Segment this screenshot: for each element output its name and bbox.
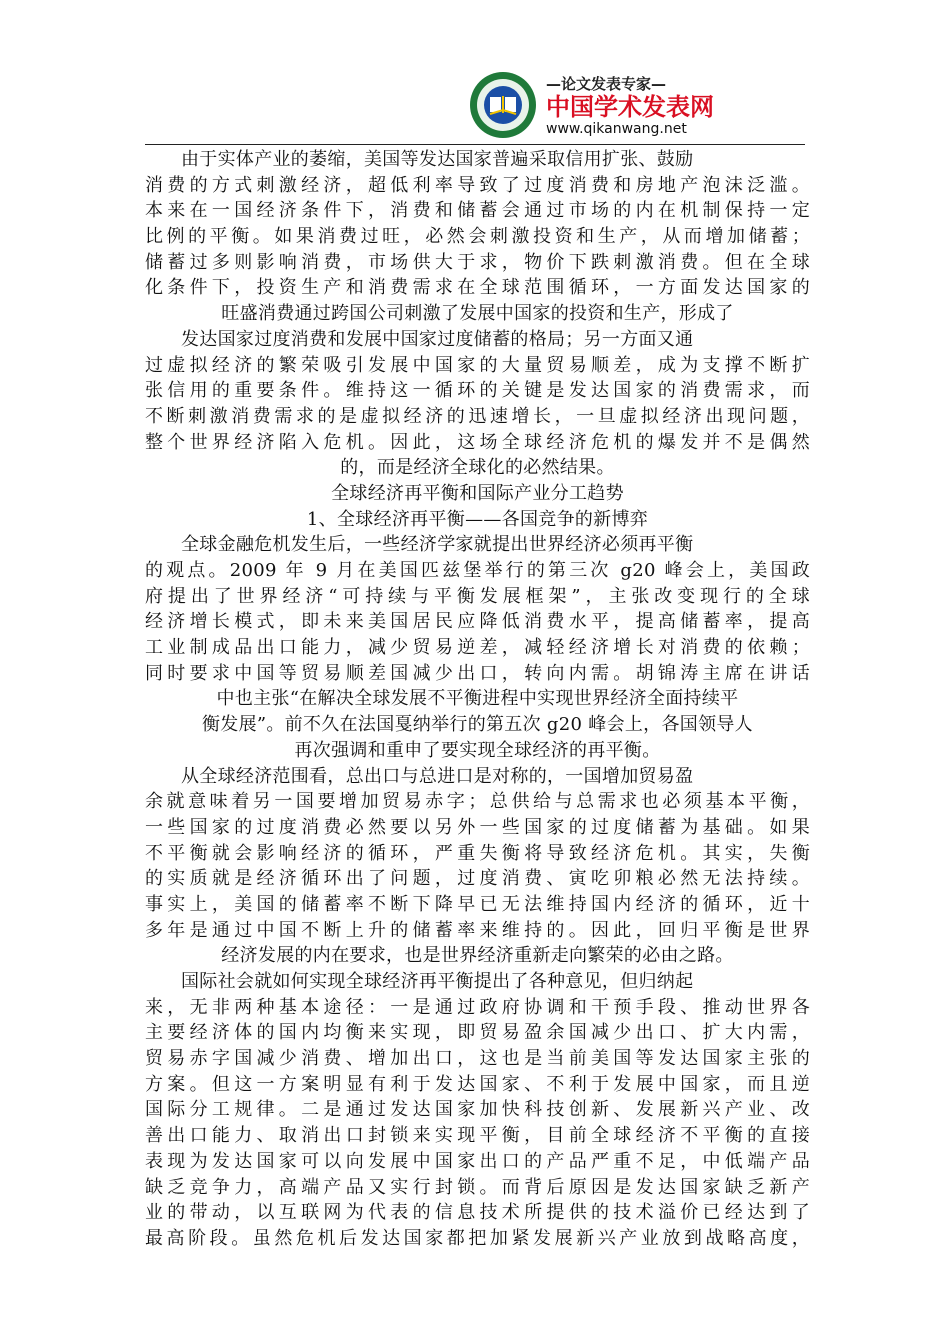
header-divider [145,144,805,145]
text-line: 的观点。2009 年 9 月在美国匹兹堡举行的第三次 g20 峰会上，美国政 [145,560,810,581]
text-line: 主要经济体的国内均衡来实现，即贸易盈余国减少出口、扩大内需， [145,1022,810,1044]
text-line: 储蓄过多则影响消费，市场供大于求，物价下跌刺激消费。但在全球 [145,251,810,273]
text-line: 化条件下，投资生产和消费需求在全球范围循环，一方面发达国家的 [145,277,810,299]
text-line: 的，而是经济全球化的必然结果。 [340,457,615,479]
text-line: 比例的平衡。如果消费过旺，必然会刺激投资和生产，从而增加储蓄； [145,226,810,248]
text-line: 再次强调和重申了要实现全球经济的再平衡。 [294,739,661,761]
text-line: 来，无非两种基本途径：一是通过政府协调和干预手段、推动世界各 [145,996,810,1018]
text-line: 工业制成品出口能力，减少贸易逆差，减轻经济增长对消费的依赖； [145,637,810,659]
logo-name: 中国学术发表网 [546,92,714,121]
text-line: 余就意味着另一国要增加贸易赤字；总供给与总需求也必须基本平衡， [145,791,810,813]
text-line: 业的带动，以互联网为代表的信息技术所提供的技术溢价已经达到了 [145,1202,810,1224]
text-line: 从全球经济范围看，总出口与总进口是对称的，一国增加贸易盈 [181,765,694,787]
text-line: 不断刺激消费需求的是虚拟经济的迅速增长，一旦虚拟经济出现问题， [145,405,810,427]
text-line: 全球经济再平衡和国际产业分工趋势 [331,482,624,504]
text-line: 中也主张“在解决全球发展不平衡进程中实现世界经济全面持续平 [216,688,739,710]
text-line: 本来在一国经济条件下，消费和储蓄会通过市场的内在机制保持一定 [145,200,810,222]
logo-slogan: —论文发表专家— [546,74,667,93]
text-line: 缺乏竞争力，高端产品又实行封锁。而背后原因是发达国家缺乏新产 [145,1176,810,1198]
text-line: 同时要求中国等贸易顺差国减少出口，转向内需。胡锦涛主席在讲话 [145,662,810,684]
text-line: 国际分工规律。二是通过发达国家加快科技创新、发展新兴产业、改 [145,1099,810,1121]
text-line: 多年是通过中国不断上升的储蓄率来维持的。因此，回归平衡是世界 [145,919,810,941]
text-line: 1、全球经济再平衡——各国竞争的新博弈 [306,508,649,530]
text-line: 国际社会就如何实现全球经济再平衡提出了各种意见，但归纳起 [181,971,694,992]
text-line: 贸易赤字国减少消费、增加出口，这也是当前美国等发达国家主张的 [145,1048,810,1070]
text-line: 过虚拟经济的繁荣吸引发展中国家的大量贸易顺差，成为支撑不断扩 [145,354,810,376]
text-line: 经济增长模式，即未来美国居民应降低消费水平，提高储蓄率，提高 [145,611,810,633]
document-body [145,147,810,1252]
text-line: 表现为发达国家可以向发展中国家出口的产品严重不足，中低端产品 [145,1150,810,1172]
text-line: 方案。但这一方案明显有利于发达国家、不利于发展中国家，而且逆 [145,1073,810,1095]
text-line: 发达国家过度消费和发展中国家过度储蓄的格局；另一方面又通 [181,328,694,350]
text-line: 旺盛消费通过跨国公司刺激了发展中国家的投资和生产，形成了 [221,303,734,325]
logo-url: www.qikanwang.net [546,120,687,137]
text-line: 由于实体产业的萎缩，美国等发达国家普遍采取信用扩张、鼓励 [181,149,694,170]
header-logo [468,68,714,142]
text-line: 事实上，美国的储蓄率不断下降早已无法维持国内经济的循环，近十 [145,893,810,915]
text-line: 全球金融危机发生后，一些经济学家就提出世界经济必须再平衡 [181,534,694,556]
text-line: 张信用的重要条件。维持这一循环的关键是发达国家的消费需求，而 [145,380,810,402]
text-line: 最高阶段。虽然危机后发达国家都把加紧发展新兴产业放到战略高度， [145,1227,810,1249]
text-line: 的实质就是经济循环出了问题，过度消费、寅吃卯粮必然无法持续。 [145,868,810,890]
text-line: 整个世界经济陷入危机。因此，这场全球经济危机的爆发并不是偶然 [145,431,810,453]
text-line: 善出口能力、取消出口封锁来实现平衡，目前全球经济不平衡的直接 [145,1125,810,1147]
text-line: 经济发展的内在要求，也是世界经济重新走向繁荣的必由之路。 [221,945,734,967]
text-line: 不平衡就会影响经济的循环，严重失衡将导致经济危机。其实，失衡 [145,842,810,864]
text-line: 府提出了世界经济“可持续与平衡发展框架”，主张改变现行的全球 [145,585,810,607]
text-line: 一些国家的过度消费必然要以另外一些国家的过度储蓄为基础。如果 [145,816,810,838]
text-line: 衡发展”。前不久在法国戛纳举行的第五次 g20 峰会上，各国领导人 [202,714,753,736]
emblem-icon [468,70,538,140]
text-line: 消费的方式刺激经济，超低利率导致了过度消费和房地产泡沫泛滥。 [145,174,810,196]
